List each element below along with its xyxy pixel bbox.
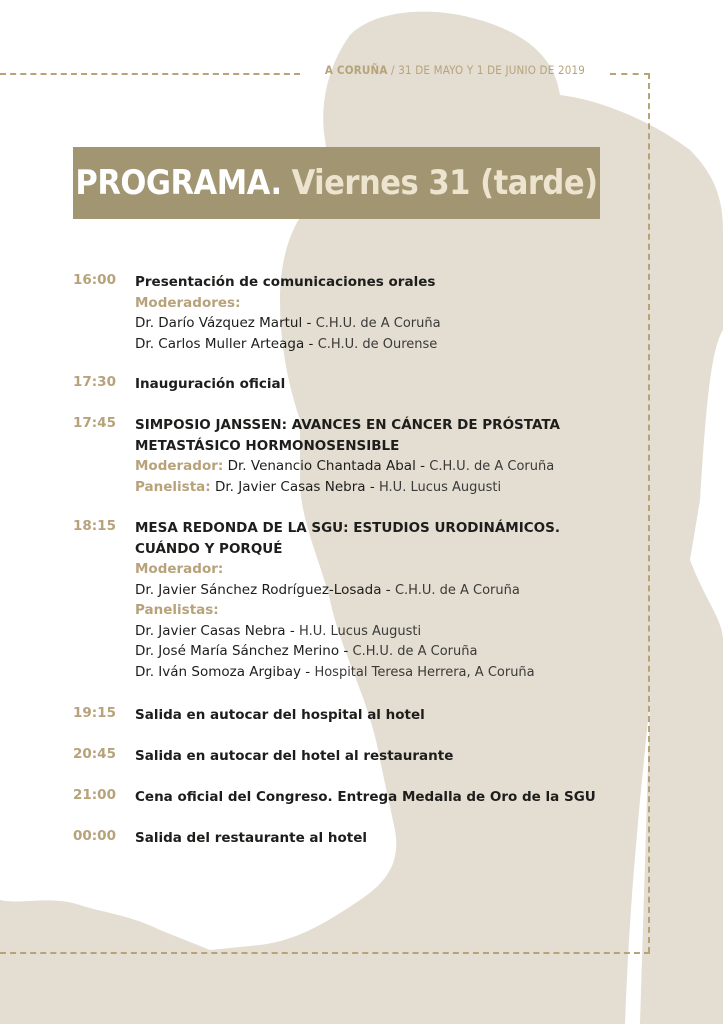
person-name: Dr. Carlos Muller Arteaga [135, 335, 305, 352]
person-name: Dr. Venancio Chantada Abal [227, 458, 416, 474]
item-title: Salida en autocar del hotel al restaurante [135, 748, 454, 764]
person-name: Dr. Javier Casas Nebra [135, 622, 286, 639]
item-title: Inauguración oficial [135, 376, 286, 392]
item-time: 18:15 [73, 518, 116, 534]
person-name: Dr. Javier Sánchez Rodríguez-Losada [135, 581, 382, 598]
person-institution: C.H.U. de A Coruña [352, 644, 478, 659]
moderator-line: Dr. Darío Vázquez Martul - C.H.U. de A Coruña [135, 315, 441, 331]
item-time: 17:30 [73, 374, 116, 390]
item-time: 20:45 [73, 746, 116, 762]
item-title-line: CUÁNDO Y PORQUÉ [135, 540, 283, 557]
moderator-line: Dr. Carlos Muller Arteaga - C.H.U. de Ourense [135, 335, 438, 352]
moderator-label: Moderador: [135, 561, 224, 577]
panelist-line: Dr. José María Sánchez Merino - C.H.U. de A Coruña [135, 643, 478, 659]
item-title-line: MESA REDONDA DE LA SGU: ESTUDIOS URODINÁMICOS. [135, 520, 560, 536]
person-name: Dr. Darío Vázquez Martul [135, 315, 303, 331]
person-name: Dr. Iván Somoza Argibay [135, 663, 301, 680]
item-title: Salida del restaurante al hotel [135, 830, 367, 846]
banner-subtitle: Viernes 31 (tarde) [291, 163, 598, 203]
item-title: Salida en autocar del hospital al hotel [135, 707, 425, 723]
moderator-label: Moderador: [135, 458, 224, 474]
person-institution: C.H.U. de A Coruña [394, 582, 520, 598]
person-institution: C.H.U. de A Coruña [429, 459, 555, 474]
item-time: 00:00 [73, 828, 116, 844]
item-time: 19:15 [73, 705, 116, 721]
program-banner [73, 147, 600, 219]
person-name: Dr. José María Sánchez Merino [135, 643, 340, 659]
panelist-line: Panelista: Dr. Javier Casas Nebra - H.U. Lucus Augusti [135, 478, 502, 495]
frame-top-dash-left [0, 73, 300, 75]
item-time: 17:45 [73, 415, 116, 431]
panelist-line: Dr. Iván Somoza Argibay - Hospital Teresa Herrera, A Coruña [135, 663, 535, 680]
frame-top-dash-right [610, 73, 650, 75]
person-institution: C.H.U. de Ourense [317, 336, 438, 352]
item-title: Presentación de comunicaciones orales [135, 274, 436, 290]
moderators-label: Moderadores: [135, 294, 241, 311]
item-title-line: METASTÁSICO HORMONOSENSIBLE [135, 437, 400, 454]
person-institution: H.U. Lucus Augusti [379, 479, 502, 495]
panelist-line: Dr. Javier Casas Nebra - H.U. Lucus Augusti [135, 622, 422, 639]
person-institution: C.H.U. de A Coruña [315, 316, 441, 331]
person-institution: H.U. Lucus Augusti [299, 623, 422, 639]
banner-title: PROGRAMA. [75, 163, 282, 203]
moderator-line: Moderador: Dr. Venancio Chantada Abal - C.H.U. de A Coruña [135, 458, 555, 474]
event-city: A CORUÑA [324, 63, 388, 77]
panelists-label: Panelistas: [135, 602, 219, 618]
event-dates: / 31 DE MAYO Y 1 DE JUNIO DE 2019 [387, 63, 586, 77]
person-name: Dr. Javier Casas Nebra [214, 478, 366, 495]
panelist-label: Panelista: [135, 478, 211, 495]
event-header [304, 63, 606, 77]
item-title-line: SIMPOSIO JANSSEN: AVANCES EN CÁNCER DE PRÓSTATA [135, 417, 560, 433]
moderator-line: Dr. Javier Sánchez Rodríguez-Losada - C.H.U. de A Coruña [135, 581, 520, 598]
item-title: Cena oficial del Congreso. Entrega Medalla de Oro de la SGU [135, 789, 596, 805]
item-time: 21:00 [73, 787, 116, 803]
frame-bottom-dash [0, 952, 650, 954]
frame-right-dash [648, 73, 650, 953]
person-institution: Hospital Teresa Herrera, A Coruña [314, 664, 535, 680]
item-time: 16:00 [73, 272, 116, 288]
